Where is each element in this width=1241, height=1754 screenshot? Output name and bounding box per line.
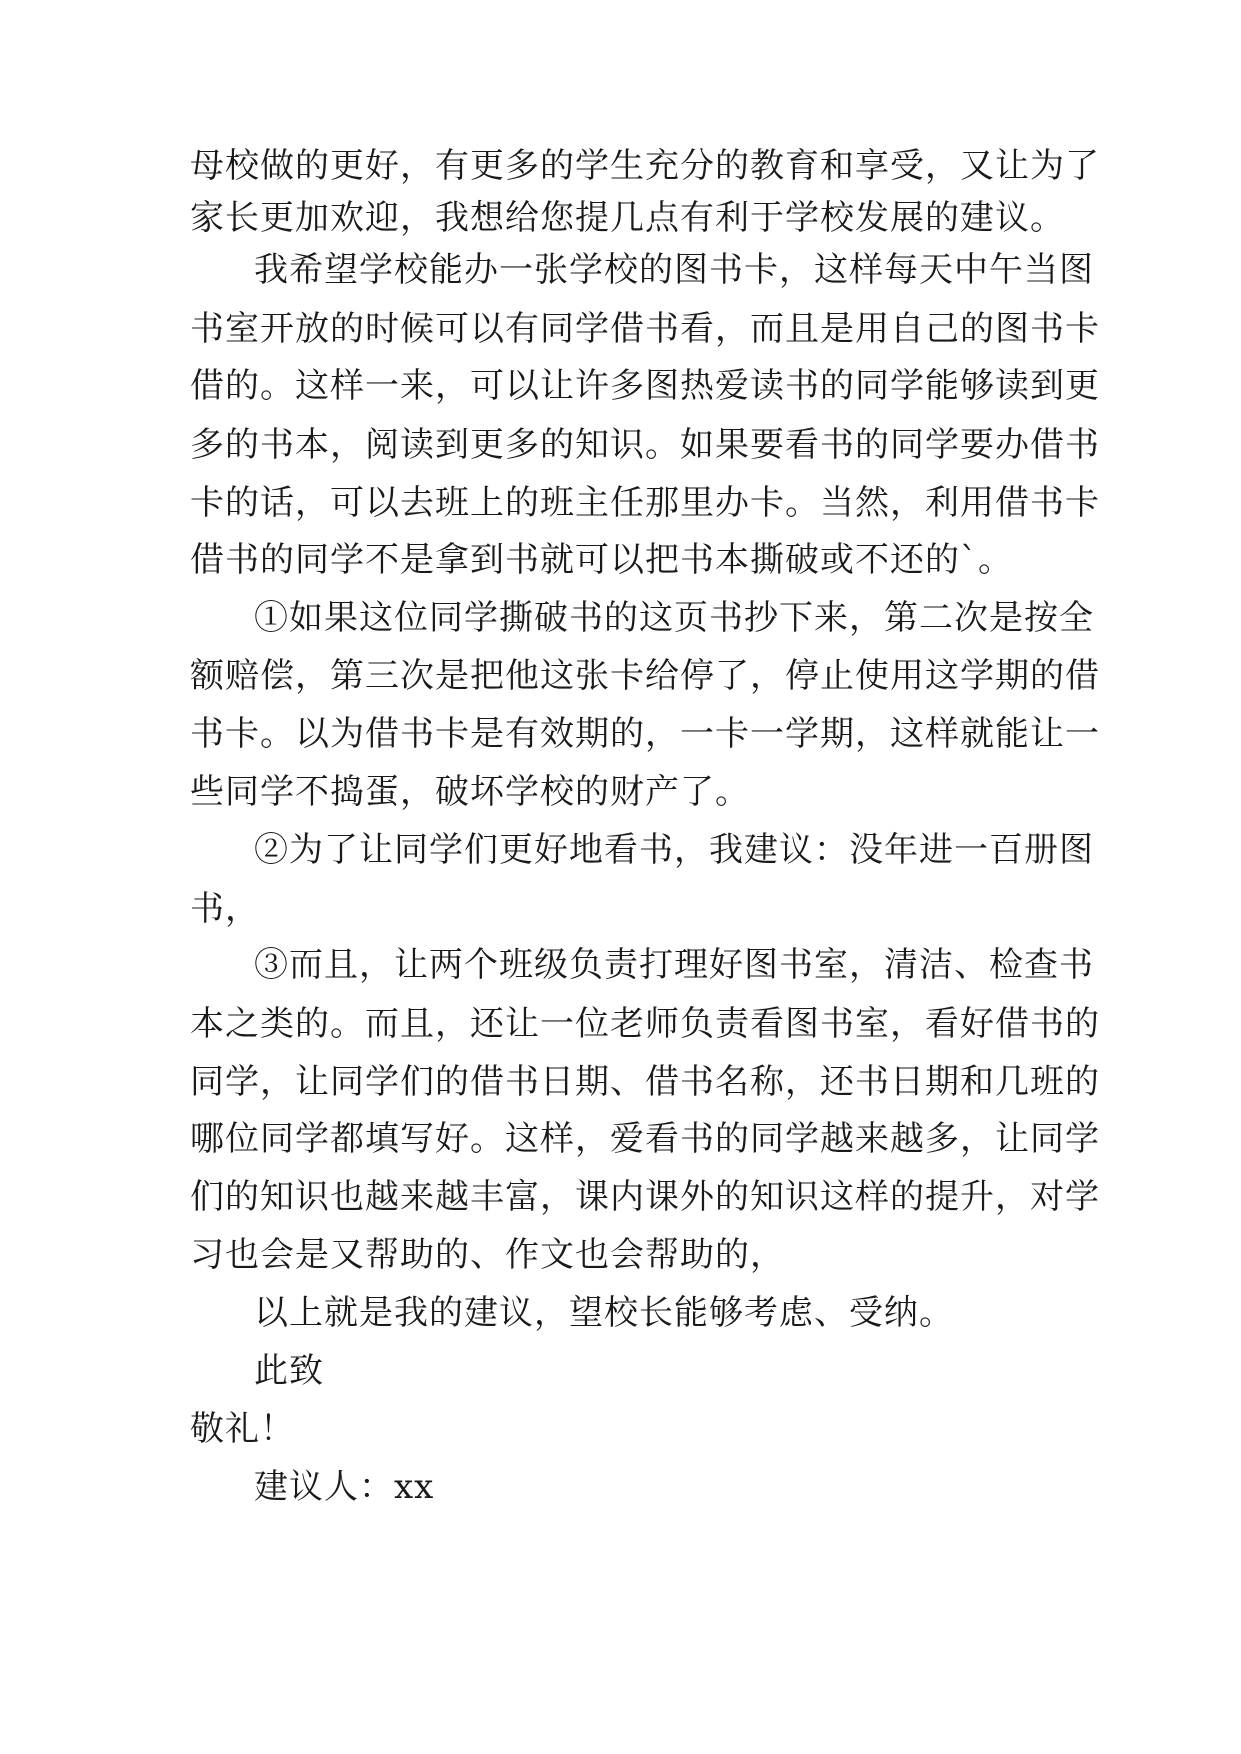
- text-line: 书卡。以为借书卡是有效期的，一卡一学期，这样就能让一: [190, 714, 1100, 754]
- regards-line: 敬礼！: [190, 1409, 295, 1449]
- text-line: 同学，让同学们的借书日期、借书名称，还书日期和几班的: [190, 1062, 1100, 1102]
- text-line: 哪位同学都填写好。这样，爱看书的同学越来越多，让同学: [190, 1119, 1100, 1159]
- text-line: 卡的话，可以去班上的班主任那里办卡。当然，利用借书卡: [190, 483, 1100, 523]
- text-line: 母校做的更好，有更多的学生充分的教育和享受，又让为了: [190, 146, 1100, 186]
- text-line: 书，: [190, 889, 260, 929]
- text-line: 本之类的。而且，还让一位老师负责看图书室，看好借书的: [190, 1004, 1100, 1044]
- signature-line: 建议人：xx: [254, 1467, 435, 1507]
- paragraph-start-line: ③而且，让两个班级负责打理好图书室，清洁、检查书: [254, 945, 1094, 985]
- text-line: 习也会是又帮助的、作文也会帮助的，: [190, 1235, 785, 1275]
- closing-line: 以上就是我的建议，望校长能够考虑、受纳。: [254, 1293, 954, 1333]
- text-line: 们的知识也越来越丰富，课内课外的知识这样的提升，对学: [190, 1177, 1100, 1217]
- text-line: 多的书本，阅读到更多的知识。如果要看书的同学要办借书: [190, 425, 1100, 465]
- text-line: 借书的同学不是拿到书就可以把书本撕破或不还的`。: [190, 540, 1013, 580]
- paragraph-start-line: 我希望学校能办一张学校的图书卡，这样每天中午当图: [254, 250, 1094, 290]
- text-line: 借的。这样一来，可以让许多图热爱读书的同学能够读到更: [190, 366, 1100, 406]
- paragraph-start-line: ①如果这位同学撕破书的这页书抄下来，第二次是按全: [254, 598, 1094, 638]
- text-line: 书室开放的时候可以有同学借书看，而且是用自己的图书卡: [190, 309, 1100, 349]
- text-line: 额赔偿，第三次是把他这张卡给停了，停止使用这学期的借: [190, 656, 1100, 696]
- text-line: 家长更加欢迎，我想给您提几点有利于学校发展的建议。: [190, 198, 1065, 238]
- text-line: 些同学不捣蛋，破坏学校的财产了。: [190, 772, 750, 812]
- salutation-line: 此致: [254, 1351, 324, 1391]
- paragraph-start-line: ②为了让同学们更好地看书，我建议：没年进一百册图: [254, 830, 1094, 870]
